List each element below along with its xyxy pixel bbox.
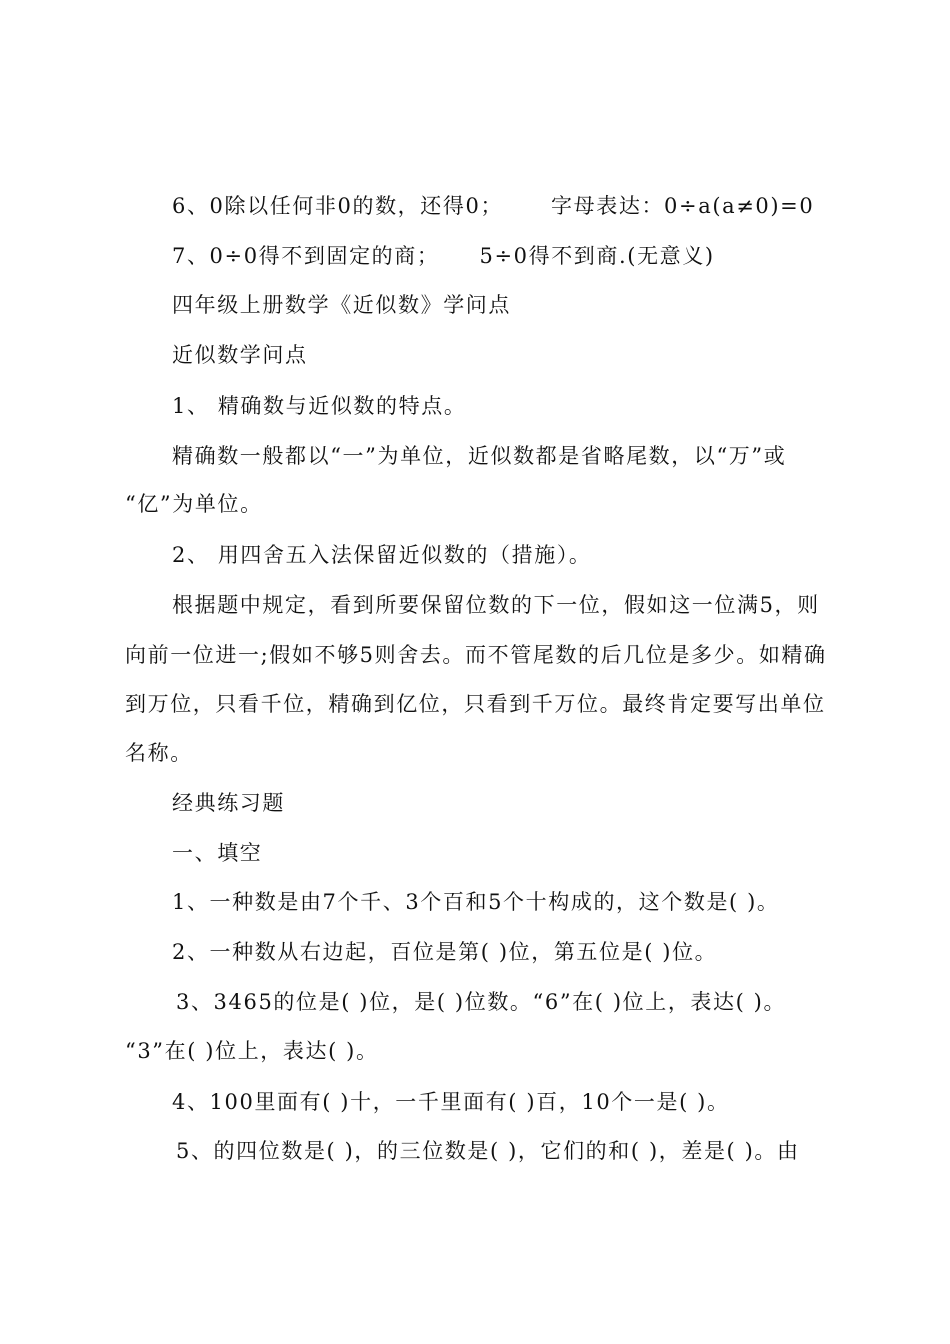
point-1-heading: 1、 精确数与近似数的特点。 [172,394,467,418]
paragraph-line: 精确数一般都以“一”为单位，近似数都是省略尾数，以“万”或 [172,444,787,468]
paragraph-line: 向前一位进一;假如不够5则舍去。而不管尾数的后几位是多少。如精确 [125,643,827,667]
rule-6-formula: 字母表达：0÷a(a≠0)=0 [551,194,815,218]
paragraph-line: 根据题中规定，看到所要保留位数的下一位，假如这一位满5，则 [172,593,820,617]
section-heading: 四年级上册数学《近似数》学问点 [172,293,511,317]
text-line-rule-7 [172,242,715,270]
text-line-rule-6 [172,192,814,220]
point-2-heading: 2、 用四舍五入法保留近似数的（措施）。 [172,543,592,567]
exercise-question: 4、100里面有( )十，一千里面有( )百，10个一是( )。 [172,1090,730,1114]
rule-6-text: 6、0除以任何非0的数，还得0； [172,194,504,218]
exercise-question: “3”在( )位上，表达( )。 [125,1039,379,1063]
exercise-heading: 经典练习题 [172,791,285,815]
subsection-heading: 近似数学问点 [172,343,308,367]
exercise-question: 3、3465的位是( )位，是( )位数。“6”在( )位上，表达( )。 [176,990,787,1014]
exercise-section-heading: 一、填空 [172,841,263,865]
rule-7-example: 5÷0得不到商.(无意义) [479,244,715,268]
paragraph-line: “亿”为单位。 [125,492,263,516]
exercise-question: 5、的四位数是( )，的三位数是( )，它们的和( )，差是( )。由 [176,1139,800,1163]
exercise-question: 1、一种数是由7个千、3个百和5个十构成的，这个数是( )。 [172,890,780,914]
exercise-question: 2、一种数从右边起，百位是第( )位，第五位是( )位。 [172,940,718,964]
paragraph-line: 名称。 [125,741,193,765]
paragraph-line: 到万位，只看千位，精确到亿位，只看到千万位。最终肯定要写出单位 [125,692,826,716]
rule-7-text: 7、0÷0得不到固定的商； [172,244,440,268]
